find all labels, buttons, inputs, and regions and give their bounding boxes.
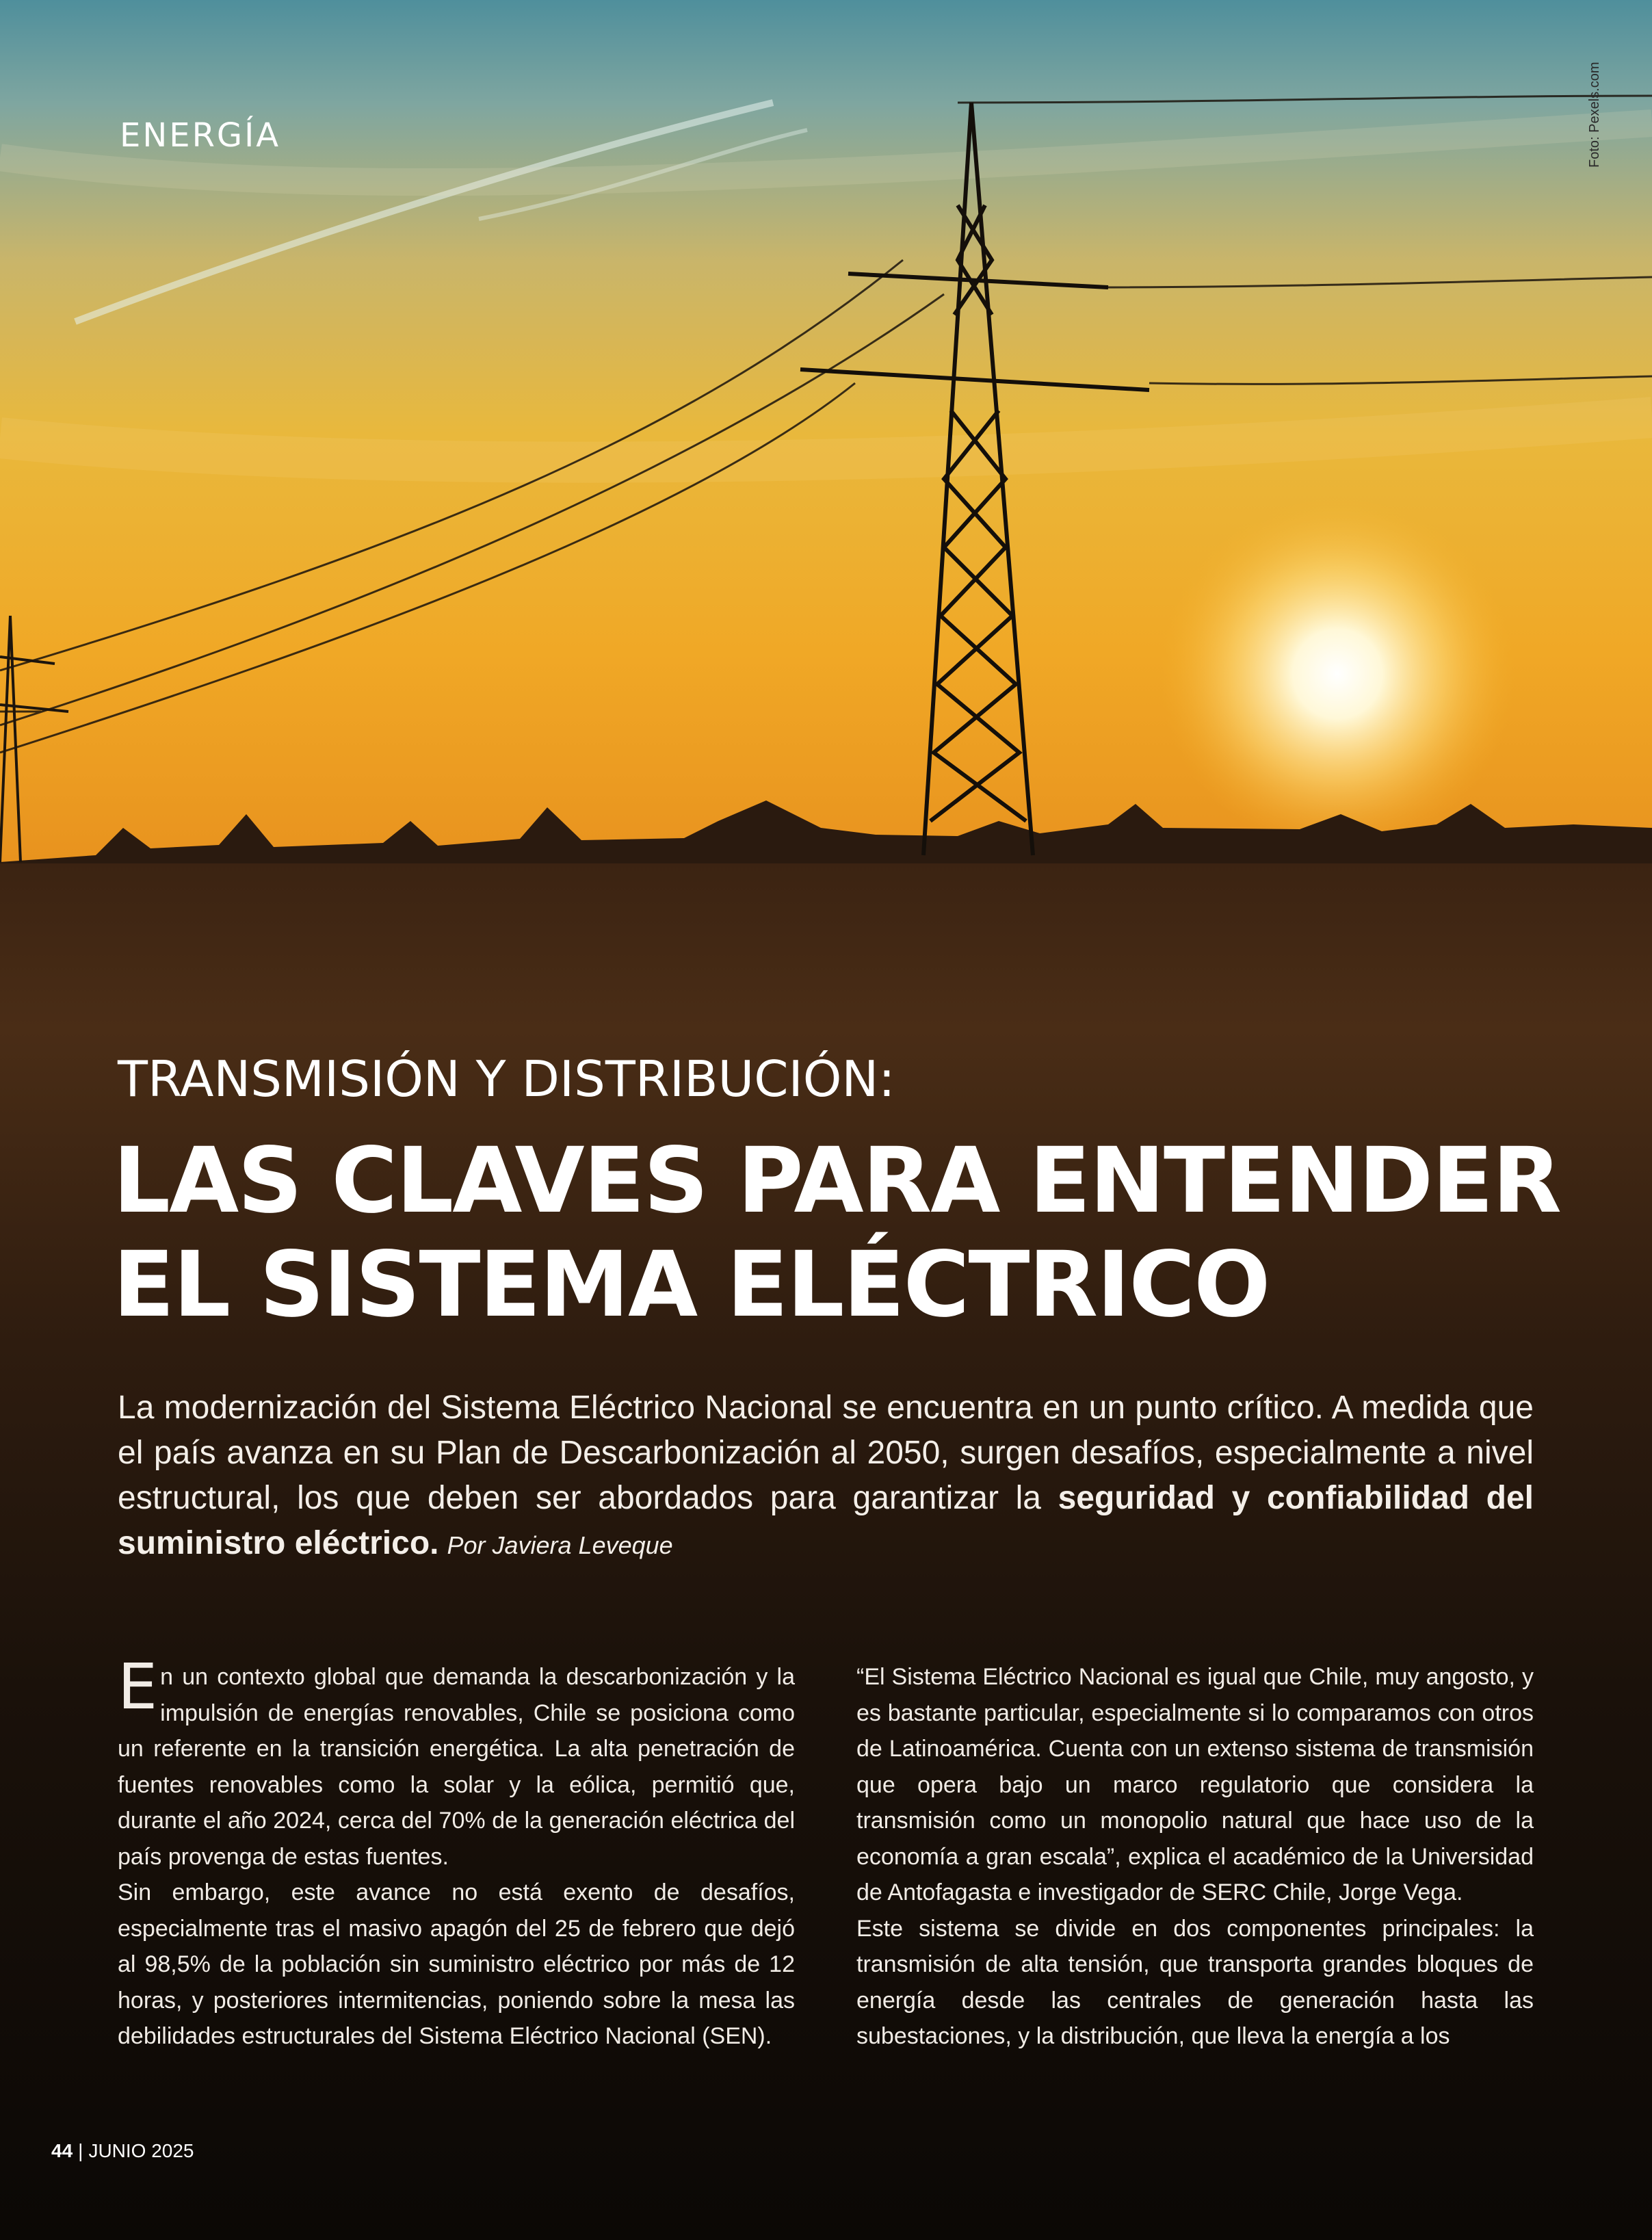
drop-cap: E bbox=[118, 1650, 158, 1723]
body-column-right bbox=[856, 1659, 1534, 2055]
body-paragraph bbox=[118, 1650, 795, 1875]
page-number: 44 bbox=[51, 2140, 73, 2161]
issue-date: JUNIO 2025 bbox=[88, 2140, 194, 2161]
section-label: ENERGÍA bbox=[120, 116, 281, 155]
page-footer bbox=[51, 2140, 194, 2162]
footer-separator: | bbox=[78, 2140, 83, 2161]
byline: Por Javiera Leveque bbox=[447, 1531, 673, 1559]
headline-line-1: LAS CLAVES PARA ENTENDER bbox=[113, 1128, 1561, 1234]
article-lead bbox=[118, 1385, 1534, 1568]
body-column-left bbox=[118, 1650, 795, 2055]
body-paragraph: Sin embargo, este avance no está exento de desafíos, especialmente tras el masivo apagón del 25 de febrero que dejó al 98,5% de la población sin suministro eléctrico por más de 12 horas, y posteriores intermitencias, poniendo sobre la mesa las debilidades estructurales del Sistema Eléctrico Nacional (SEN). bbox=[118, 1879, 795, 2049]
article-kicker: TRANSMISIÓN Y DISTRIBUCIÓN: bbox=[118, 1050, 895, 1108]
lead-bold-text: seguridad y confiabilidad del suministro eléctrico. bbox=[118, 1480, 1534, 1561]
body-paragraph-text: n un contexto global que demanda la descarbonización y la impulsión de energías renovables, Chile se posiciona como un referente en la transición energética. La alta penetración de fuentes renovables como la solar y la eólica, permitió que, durante el año 2024, cerca del 70% de la generación eléctrica del país provenga de estas fuentes. bbox=[118, 1664, 795, 1870]
headline-line-2: EL SISTEMA ELÉCTRICO bbox=[113, 1232, 1270, 1338]
body-paragraph: Este sistema se divide en dos componentes principales: la transmisión de alta tensión, que transporta grandes bloques de energía desde las centrales de generación hasta las subestaciones, y la distribución, que lleva la energía a los bbox=[856, 1915, 1534, 2049]
photo-credit: Foto: Pexels.com bbox=[1587, 62, 1602, 168]
article-headline bbox=[113, 1129, 1560, 1337]
body-paragraph: “El Sistema Eléctrico Nacional es igual que Chile, muy angosto, y es bastante particular, especialmente si lo comparamos con otros de Latinoamérica. Cuenta con un extenso sistema de transmisión que opera bajo un marco regulatorio que considera la transmisión como un monopolio natural que hace uso de la economía a gran escala”, explica el académico de la Universidad de Antofagasta e investigador de SERC Chile, Jorge Vega. bbox=[856, 1664, 1534, 1905]
lead-text: La modernización del Sistema Eléctrico Nacional se encuentra en un punto crítico. A medida que el país avanza en su Plan de Descarbonización al 2050, surgen desafíos, especialmente a nivel estructural, los que deben ser abordados para garantizar la bbox=[118, 1390, 1534, 1516]
